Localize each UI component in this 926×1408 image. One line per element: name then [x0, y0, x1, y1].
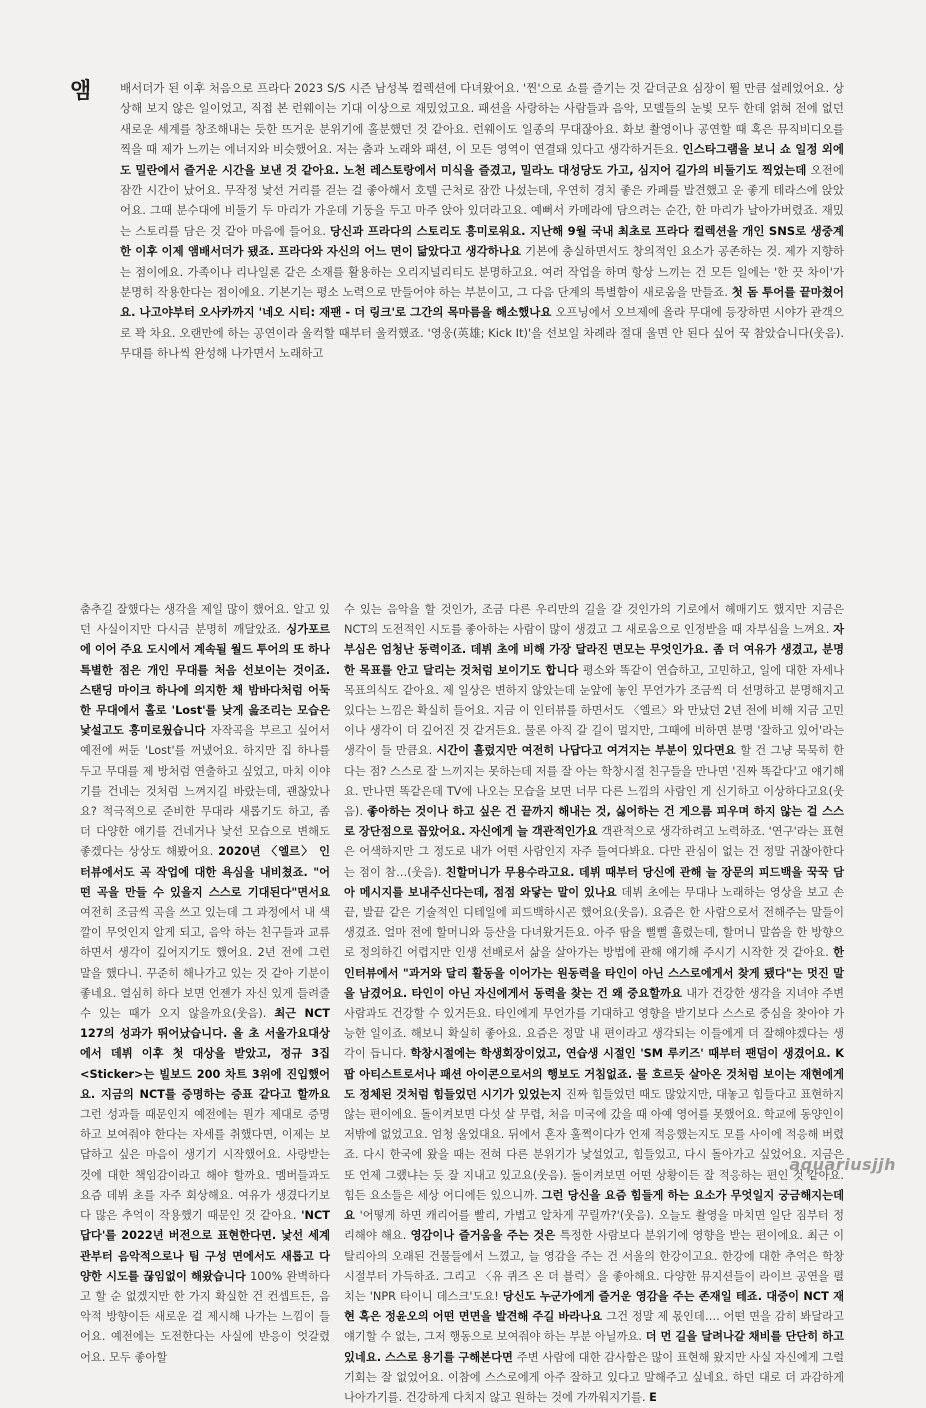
question-text: 싱가포르에 이어 주요 도시에서 계속될 월드 투어의 또 하나 특별한 점은 개인 무대를 처음 선보이는 것이죠. 스탠딩 마이크 하나에 의지한 채 밤바다처럼 어둑한 무대에서 홀로 'Lost'를 낮게 읊조리는 모습은 낯설고도 흥미로웠습니다 [80, 623, 330, 738]
question-text: 최근 NCT 127의 성과가 뛰어났습니다. 올 초 서울가요대상에서 데뷔 이후 첫 대상을 받았고, 정규 3집 <Sticker>는 빌보드 200 차트 3위에 진입했어요. 지금의 NCT를 증명하는 증표 같다고 할까요 [80, 1007, 330, 1101]
answer-text: 오전에 잠깐 시간이 났어요. 무작정 낯선 거리를 걷는 걸 좋아해서 호텔 근처로 잠깐 나섰는데, 우연히 경치 좋은 카페를 발견했고 운 좋게 테라스에 앉았어요. 그때 분수대에 비둘기 두 마리가 가운데 기둥을 두고 마주 앉아 있더라고요. 예뻐서 카메라에 담으려는 순간, 한 마리가 날아가버렸죠. 재밌는 스토리를 담은 것 같아 마음에 들어요. [120, 162, 844, 238]
section-label: 앰 [70, 79, 92, 104]
answer-text: 자작곡을 부르고 싶어서 예전에 써둔 'Lost'를 꺼냈어요. 하지만 집 하나를 두고 무대를 제 방처럼 연출하고 싶었고, 마치 이야기를 건네는 것처럼 느껴지길 바랐는데, 괜찮았나요? 적극적으로 준비한 무대라 새롭기도 하고, 좀 더 다양한 얘기를 건네거나 낯선 모습으로 변해도 좋겠다는 상상도 해봤어요. [80, 724, 330, 859]
answer-text: 오프닝에서 오브제에 올라 무대에 등장하면 시야가 관객으로 꽉 차요. 오랜만에 하는 공연이라 울컥할 때부터 울컥했죠. '영웅(英雄; Kick It)'을 선보일 차례라 절대 울면 안 된다 싶어 꾹 참았습니다(웃음). 무대를 하나씩 완성해 나가면서 노래하고 [120, 305, 845, 361]
interview-text-right-column [344, 600, 844, 1408]
answer-text: 춤추길 잘했다는 생각을 제일 많이 했어요. 알고 있던 사실이지만 다시금 분명히 깨달았죠. [80, 603, 330, 637]
answer-text: 그런 성과들 때문인지 예전에는 뭔가 제대로 증명하고 보여줘야 한다는 자세를 취했다면, 이제는 보답하고 싶은 마음이 생기기 시작했어요. 사랑받는 것에 대한 책임감이라고 해야 할까요. 멤버들과도 요즘 데뷔 초를 자주 회상해요. 여유가 생겼다기보다 많은 추억이 작용했기 때문인 것 같아요. [80, 1108, 330, 1223]
question-text: 한 인터뷰에서 "과거와 달리 활동을 이어가는 원동력을 타인이 아닌 스스로에게서 찾게 됐다"는 멋진 말을 남겼어요. 타인이 아닌 자신에게서 동력을 찾는 건 왜 중요할까요 [344, 946, 844, 1000]
end-mark: E [649, 1390, 657, 1404]
answer-text: 그건 정말 제 몫인데…. 어떤 면을 감히 봐달라고 얘기할 수 없는, 그저 행동으로 보여줘야 하는 부분 아닐까요. [344, 1310, 844, 1344]
question-text: 학창시절에는 학생회장이었고, 연습생 시절인 'SM 루키즈' 때부터 팬덤이 생겼어요. K팝 아티스트로서나 패션 아이콘으로서의 행보도 거침없죠. 물 흐르듯 살아온 것처럼 보이는 재현에게도 정체된 것처럼 힘들었던 시기가 있었는지 [344, 1047, 844, 1101]
interview-text-top [120, 78, 844, 364]
question-text: 시간이 흘렀지만 여전히 나답다고 여겨지는 부분이 있다면요 [436, 744, 741, 758]
question-text: 2020년 〈엘르〉 인터뷰에서도 곡 작업에 대한 욕심을 내비쳤죠. "어떤 곡을 만들 수 있을지 스스로 기대된다"면서요 [80, 845, 330, 899]
answer-text: 수 있는 음악을 할 것인가, 조금 다른 우리만의 길을 갈 것인가의 기로에서 헤매기도 했지만 지금은 NCT의 도전적인 시도를 좋아하는 사람이 많이 생겼고 그 새로움으로 인정받을 때 자부심을 느껴요. [344, 603, 844, 637]
answer-text: 객관적으로 생각하려고 노력하죠. '연구'라는 표현은 어색하지만 그 정도로 내가 어떤 사람인지 자주 들여다봐요. 다만 관심이 없는 건 정말 귀찮아한다는 점이 참…(웃음). [344, 825, 844, 879]
question-text: 자부심은 엄청난 동력이죠. 데뷔 초에 비해 가장 달라진 면모는 무엇인가요. 좀 더 여유가 생겼고, 분명한 목표를 안고 달리는 것처럼 보이기도 합니다 [344, 623, 844, 677]
answer-text: 100% 완벽하다고 할 순 없겠지만 한 가지 확실한 건 컨셉트든, 음악적 방향이든 새로운 걸 제시해 나가는 느낌이 들어요. 예전에는 도전한다는 사실에 반응이 엇갈렸어요. 모두 좋아할 [80, 1269, 330, 1364]
question-text: 당신도 누군가에게 즐거운 영감을 주는 존재일 테죠. 대중이 NCT 재현 혹은 정윤오의 어떤 면면을 발견해 주길 바라나요 [344, 1289, 844, 1324]
answer-text: 심장이 뛸 만큼 설레었어요. 상상해 보지 않은 일이었고, 직접 본 런웨이는 기대 이상으로 재밌었고요. 패션을 사랑하는 사람들과 음악, 모델들의 눈빛 모두 한데 얽혀 전에 없던 새로운 세계를 창조해내는 듯한 뜨거운 분위기에 홀분했던 것 같아요. 런웨이도 일종의 무대잖아요. 화보 촬영이나 공연할 때 혹은 뮤직비디오를 찍을 때 제가 느끼는 에너지와 비슷했어요. 저는 춤과 노래와 패션, 이 모든 영역이 연결돼 있다고 생각하거든요. [120, 81, 844, 157]
question-text: 더 먼 길을 달려나갈 채비를 단단히 하고 있네요. 스스로 용기를 구해본다면 [344, 1330, 844, 1364]
interview-text-left-column [80, 600, 330, 1368]
question-text: 영감이나 즐거움을 주는 것은 [410, 1229, 560, 1243]
question-text: 인스타그램을 보니 쇼 일정 외에도 밀란에서 즐거운 시간을 보낸 것 같아요. 노천 레스토랑에서 미식을 즐겼고, 밀라노 대성당도 가고, 심지어 길가의 비둘기도 찍었는데 [120, 142, 844, 177]
question-text: 'NCT답다'를 2022년 버전으로 표현한다면. 낯선 세계관부터 음악적으로나 팀 구성 면에서도 새롭고 다양한 시도를 끊임없이 해왔습니다 [80, 1209, 330, 1283]
answer-text: 배서더가 된 이후 처음으로 프라다 2023 S/S 시즌 남성복 컬렉션에 다녀왔어요. '찐'으로 쇼를 즐기는 것 같더군요 [120, 81, 693, 95]
answer-text: 내가 건강한 생각을 지녀야 주변 사람과도 건강할 수 있거든요. 타인에게 무언가를 기대하고 영향을 받기보다 스스로 중심을 찾아야 가능한 일이죠. 해보니 확실히 좋아요. 요즘은 정말 내 편이라고 생각되는 이들에게 더 잘해야겠다는 생각이 듭니다. [344, 986, 844, 1061]
watermark: aquariusjjh [789, 1155, 896, 1174]
question-text: 첫 돔 투어를 끝마쳤어요. 나고야부터 오사카까지 '네오 시티: 재팬 - 더 링크'로 그간의 목마름을 해소했나요 [120, 285, 844, 320]
answer-text: 평소와 똑같이 연습하고, 고민하고, 일에 대한 자세나 목표의식도 같아요. 제 일상은 변하지 않았는데 눈앞에 놓인 무언가가 조금씩 더 선명하고 분명해지고 있다는 느낌은 확실히 들어요. 지금 이 인터뷰를 하면서도 〈엘르〉와 만났던 2년 전에 비해 지금 고민이나 생각이 더 깊어진 것 같거든요. 물론 아직 갈 길이 멀지만, 그때에 비하면 분명 '잘하고 있어'라는 생각이 들 만큼요. [344, 663, 844, 758]
question-text: 좋아하는 것이나 하고 싶은 건 끝까지 해내는 것, 싫어하는 건 게으름 피우며 하지 않는 걸 스스로 장단점으로 꼽았어요. 자신에게 늘 객관적인가요 [344, 805, 844, 839]
answer-text: 특정한 사람보다 분위기에 영향을 받는 편이에요. 최근 이탈리아의 오래된 건물들에서 느꼈고, 늘 영감을 주는 건 서울의 한강이고요. 한강에 대한 추억은 학창시절부터 가득하죠. 그리고 〈유 퀴즈 온 더 블럭〉을 좋아해요. 다양한 뮤지션들이 라이브 공연을 펼치는 'NPR 타이니 데스크'도요! [344, 1229, 845, 1303]
answer-text: 데뷔 초에는 무대나 노래하는 영상을 보고 손끝, 발끝 같은 기술적인 디테일에 피드백하시곤 했어요(웃음). 요즘은 한 사람으로서 전해주는 말들이 생겼죠. 얼마 전에 할머니와 등산을 다녀왔거든요. 아주 땀을 뻘뻘 흘렸는데, 할머니 말씀을 한 방향으로 정의하긴 어렵지만 인생 선배로서 삶을 살아가는 방법에 관해 얘기해 주시기 시작한 것 같아요. [344, 885, 845, 960]
answer-text: 주변 사람에 대한 감사함은 많이 표현해 왔지만 사실 자신에게 그럴 기회는 잘 없었어요. 이참에 스스로에게 아주 잘하고 있다고 말해주고 싶네요. 하던 대로 더 과감하게 나아가기를. 건강하게 다치지 않고 원하는 것에 가까워지기를. [344, 1350, 844, 1404]
question-text: 친할머니가 무용수라고요. 데뷔 때부터 당신에 관해 늘 장문의 피드백을 꾹꾹 담아 메시지를 보내주신다는데, 점점 와닿는 말이 있나요 [344, 865, 844, 899]
answer-text: '어떻게 하면 캐리어를 빨리, 가볍고 알차게 꾸릴까?'(웃음). 오늘도 촬영을 마치면 일단 짐부터 정리해야 해요. [344, 1209, 844, 1243]
answer-text: 진짜 힘들었던 때도 많았지만, 대놓고 힘들다고 표현하지 않는 편이에요. 돌이켜보면 다섯 살 무렵, 처음 미국에 갔을 때 아예 영어를 못했어요. 학교에 동양인이 저밖에 없었고요. 엄청 울었대요. 뒤에서 혼자 훌쩍이다가 언제 적응했는지도 모를 사이에 적응해 버렸죠. 다시 한국에 왔을 때는 전혀 다른 분위기가 낯설었고, 힘들었고, 다시 돌아가고 싶었어요. 지금은 또 언제 그랬냐는 듯 잘 지내고 있고요(웃음). 돌이켜보면 어떤 상황이든 잘 적응하는 편인 것 같아요. 힘든 요소들은 세상 어디에든 있으니까. [344, 1087, 845, 1202]
answer-text: 여전히 조금씩 곡을 쓰고 있는데 그 과정에서 내 색깔이 무엇인지 알게 되고, 음악 하는 친구들과 교류하면서 생각이 깊어지기도 했어요. 2년 전에 그런 말을 했다니. 꾸준히 해나가고 있는 것 같아 기분이 좋네요. 열심히 하다 보면 언젠가 자신 있게 들려줄 수 있는 때가 오지 않을까요(웃음). [80, 906, 330, 1021]
question-text: 그런 당신을 요즘 힘들게 하는 요소가 무엇일지 궁금해지는데요 [344, 1188, 844, 1223]
answer-text: 할 건 그냥 묵묵히 한다는 점? 스스로 잘 느끼지는 못하는데 저를 잘 아는 학창시절 친구들을 만나면 '진짜 똑같다'고 얘기해요. 만나면 똑같은데 TV에 나오는 모습을 보면 너무 다른 느낌의 사람인 게 신기하고 이상하다고요(웃음). [344, 744, 845, 819]
answer-text: 기본에 충실하면서도 창의적인 요소가 공존하는 것. 제가 지향하는 점이에요. 가족이나 리나일론 같은 소재를 활용하는 오리지널리티도 분명하고요. 여러 작업을 하며 항상 느끼는 건 모든 일에는 '한 끗 차이'가 분명히 작용한다는 점이에요. 기본기는 평소 노력으로 만들어야 하는 부분이고, 그 다음 단계의 특별함이 새로움을 만들죠. [120, 244, 844, 300]
question-text: 당신과 프라다의 스토리도 흥미로워요. 지난해 9월 국내 최초로 프라다 컬렉션을 개인 SNS로 생중계한 이후 이제 앰배서더가 됐죠. 프라다와 자신의 어느 면이 닮았다고 생각하나요 [120, 223, 844, 259]
